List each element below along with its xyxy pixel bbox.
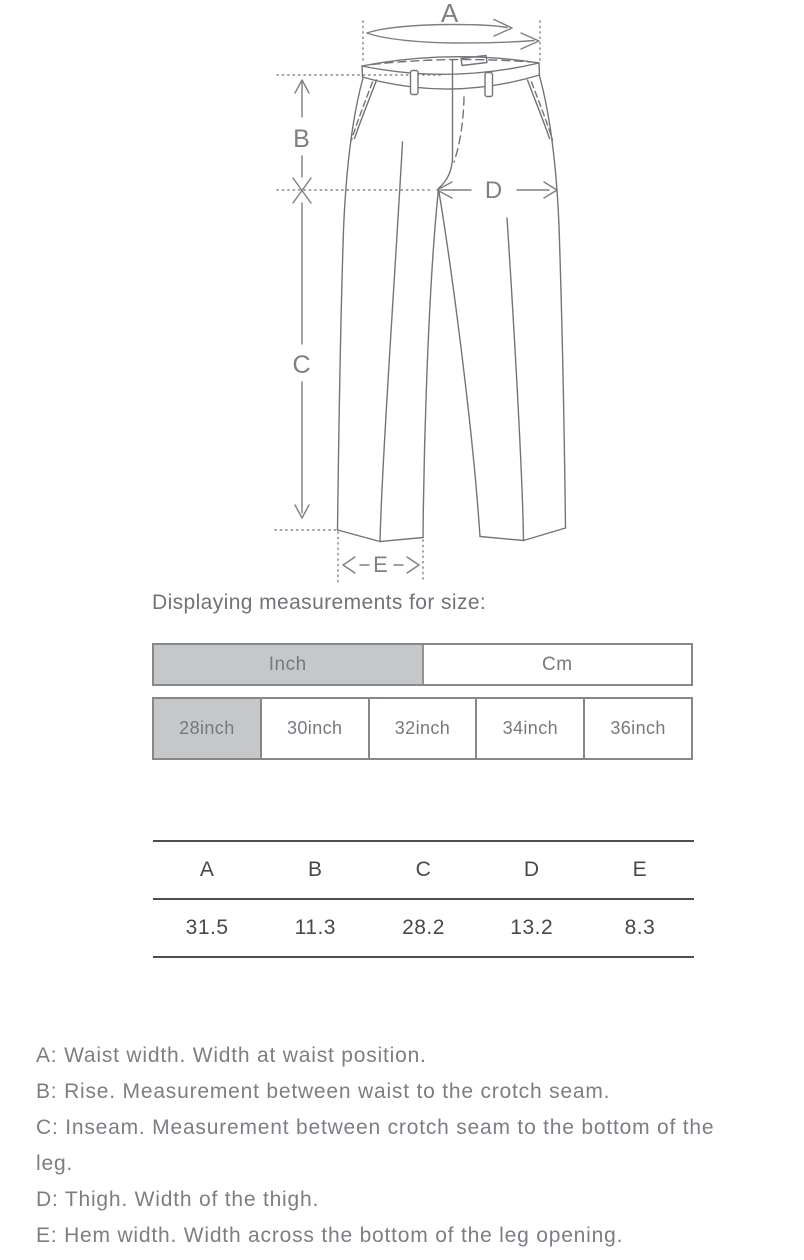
- measurement-legend: [36, 1038, 756, 1254]
- column-header-e: E: [632, 858, 648, 881]
- right-inseam: [439, 189, 481, 537]
- measure-b-line: [277, 75, 444, 203]
- fly-stitch-dashed: [454, 97, 464, 162]
- left-crease: [380, 142, 403, 542]
- size-selector: [152, 697, 693, 760]
- column-header-c: C: [415, 858, 432, 881]
- diagram-label-e: E: [373, 552, 389, 577]
- waistband-front-rim: [362, 63, 539, 74]
- diagram-label-d: D: [484, 177, 504, 204]
- size-tab-28inch[interactable]: 28inch: [154, 699, 260, 758]
- waistband-back-rim: [362, 57, 539, 66]
- size-tab-36inch[interactable]: 36inch: [583, 699, 691, 758]
- right-outer-seam: [540, 76, 566, 528]
- measurements-header-row: [153, 842, 694, 900]
- unit-tab-cm[interactable]: Cm: [422, 645, 692, 684]
- measurements-value-row: [153, 900, 694, 956]
- column-header-a: A: [199, 858, 215, 881]
- measure-d-arrow: [437, 177, 557, 204]
- legend-item-d: D: Thigh. Width of the thigh.: [36, 1188, 320, 1211]
- size-tab-32inch[interactable]: 32inch: [368, 699, 476, 758]
- size-tab-34inch[interactable]: 34inch: [475, 699, 583, 758]
- value-a: 31.5: [185, 916, 229, 939]
- value-e: 8.3: [624, 916, 656, 939]
- legend-item-e: E: Hem width. Width across the bottom of the leg opening.: [36, 1224, 624, 1247]
- value-c: 28.2: [402, 916, 445, 939]
- size-tab-30inch[interactable]: 30inch: [260, 699, 368, 758]
- legend-item-a: A: Waist width. Width at waist position.: [36, 1044, 427, 1067]
- belt-loop-left: [411, 71, 419, 95]
- right-pocket-dashed: [532, 82, 553, 140]
- diagram-label-a: A: [440, 0, 460, 28]
- diagram-label-c: C: [292, 351, 312, 379]
- column-header-d: D: [523, 858, 540, 881]
- size-title: Displaying measurements for size:: [152, 591, 487, 614]
- measure-a-arrow: [363, 0, 540, 61]
- left-inseam: [423, 189, 439, 538]
- center-front-line: [439, 60, 453, 189]
- right-pocket-edge: [528, 80, 550, 139]
- left-outer-seam: [338, 78, 364, 530]
- unit-toggle: [152, 643, 693, 686]
- pants-measurement-diagram: [0, 0, 804, 590]
- legend-item-c: C: Inseam. Measurement between crotch seam to the bottom of the leg.: [36, 1116, 715, 1175]
- value-d: 13.2: [510, 916, 554, 939]
- left-pocket-dashed: [352, 82, 373, 140]
- diagram-label-b: B: [293, 125, 311, 153]
- unit-tab-inch[interactable]: Inch: [154, 645, 422, 684]
- left-pocket-edge: [355, 80, 377, 139]
- legend-item-b: B: Rise. Measurement between waist to the crotch seam.: [36, 1080, 611, 1103]
- measurements-table: [153, 840, 694, 958]
- column-header-b: B: [308, 858, 323, 881]
- pants-drawing: [338, 56, 566, 542]
- waistband-bottom-edge: [363, 75, 540, 89]
- measure-c-line: [275, 203, 336, 530]
- value-b: 11.3: [294, 916, 336, 939]
- belt-loop-right: [485, 73, 493, 97]
- right-crease: [507, 218, 524, 541]
